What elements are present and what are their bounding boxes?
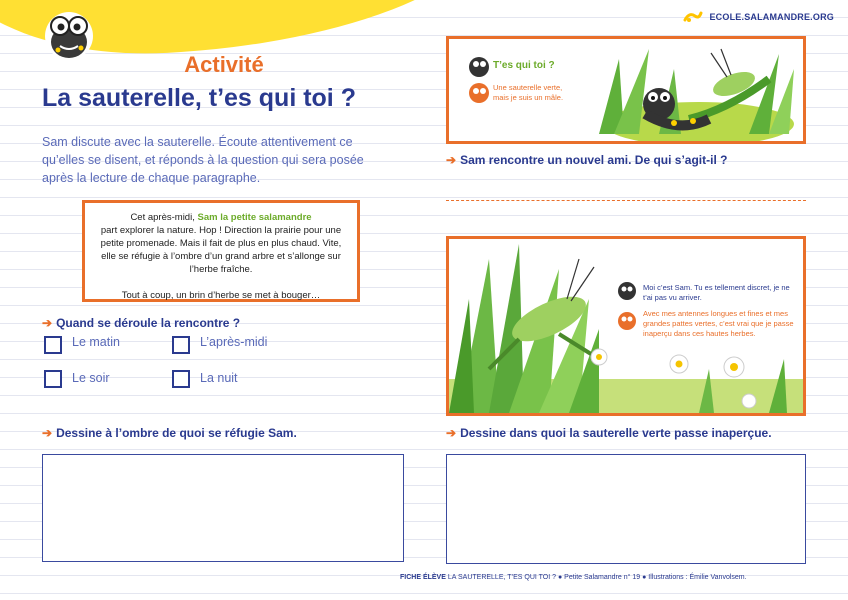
salamandre-logo-icon: [683, 10, 703, 24]
arrow-icon: ➔: [446, 426, 457, 440]
question-hide-text: Dessine dans quoi la sauterelle verte passe inaperçue.: [460, 426, 772, 440]
question-when: [42, 316, 240, 330]
question-shade: [42, 426, 297, 440]
checkbox-morning[interactable]: [44, 336, 62, 354]
brand-label: ECOLE.SALAMANDRE.ORG: [709, 12, 834, 22]
checkbox-evening[interactable]: [44, 370, 62, 388]
bubble-sam-question: T’es qui toi ?: [493, 60, 555, 71]
bubble-sam-intro: Moi c’est Sam. Tu es tellement discret, je ne t’ai pas vu arriver.: [643, 283, 790, 302]
question-friend-text: Sam rencontre un nouvel ami. De qui s’agit-il ?: [460, 153, 728, 167]
option-afternoon-label: L’après-midi: [200, 335, 268, 349]
activity-label: Activité: [184, 52, 264, 77]
option-evening-label: Le soir: [72, 371, 110, 385]
checkbox-night[interactable]: [172, 370, 190, 388]
footer-separator: ●: [642, 574, 647, 581]
story-highlight: Sam la petite salamandre: [197, 212, 312, 223]
story-box: [82, 200, 360, 302]
arrow-icon: ➔: [446, 153, 457, 167]
story-ending: Tout à coup, un brin d’herbe se met à bouger…: [121, 290, 321, 301]
footer-issue: Petite Salamandre n° 19: [564, 574, 641, 581]
question-friend: [446, 153, 727, 167]
option-night-label: La nuit: [200, 371, 238, 385]
footer-label: FICHE ÉLÈVE: [400, 574, 446, 581]
question-shade-text: Dessine à l’ombre de quoi se réfugie Sam.: [56, 426, 297, 440]
checkbox-afternoon[interactable]: [172, 336, 190, 354]
illustration-meeting: [446, 36, 806, 144]
footer-title: LA SAUTERELLE, T’ES QUI TOI ?: [447, 574, 557, 581]
drawing-area-shade[interactable]: [42, 454, 404, 562]
arrow-icon: ➔: [42, 426, 53, 440]
footer: [400, 574, 805, 581]
intro-text: Sam discute avec la sauterelle. Écoute attentivement ce qu’elles se disent, et réponds à la question qui sera posée après la lecture de chaque paragraphe.: [42, 135, 364, 185]
drawing-area-hide[interactable]: [446, 454, 806, 564]
question-when-text: Quand se déroule la rencontre ?: [56, 316, 241, 330]
answer-line[interactable]: [446, 200, 806, 201]
brand[interactable]: [683, 10, 834, 24]
bubble-grasshopper-intro: Avec mes antennes longues et fines et mes grandes pattes vertes, c’est vrai que je passe inaperçu dans ces hautes herbes.: [643, 309, 794, 338]
story-prefix: Cet après-midi,: [130, 212, 198, 223]
page-title: La sauterelle, t’es qui toi ?: [42, 84, 356, 112]
footer-credits: Illustrations : Émilie Vanvolsem.: [648, 574, 747, 581]
footer-separator: ●: [557, 574, 563, 581]
illustration-grass: [446, 236, 806, 416]
option-morning-label: Le matin: [72, 335, 120, 349]
arrow-icon: ➔: [42, 316, 53, 330]
bubble-grasshopper-reply: Une sauterelle verte, mais je suis un mâle.: [493, 83, 564, 102]
story-body: part explorer la nature. Hop ! Direction la prairie pour une petite promenade. Mais il fait de plus en plus chaud. Vite, elle se réfugie à l’ombre d’un grand arbre et s’allonge sur l’herbe fraîche.: [100, 225, 342, 275]
question-hide: [446, 426, 772, 440]
